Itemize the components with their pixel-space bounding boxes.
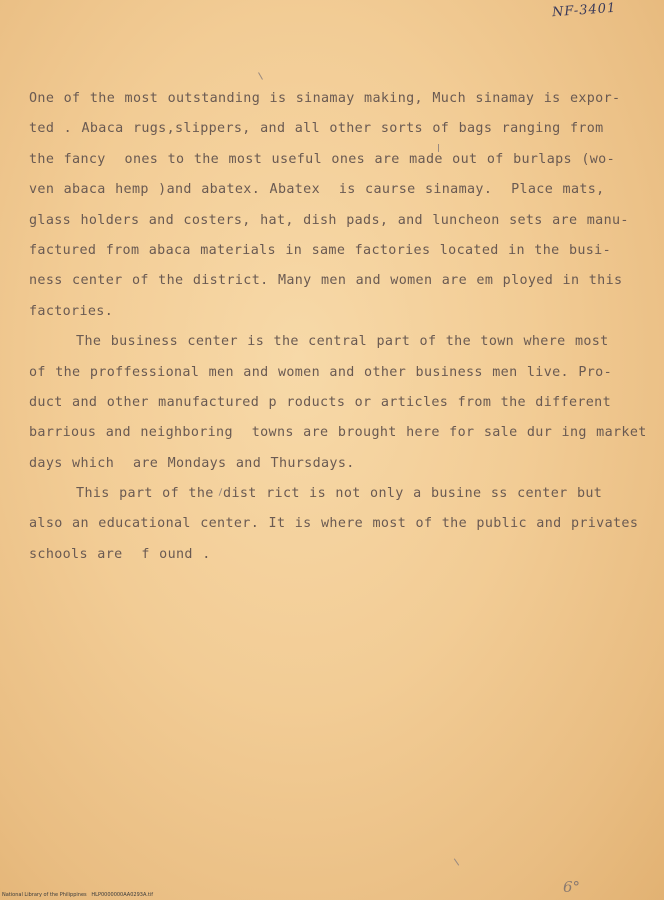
text-line: of the proffessional men and women and other business men live. Pro- (29, 364, 613, 380)
handwritten-page-mark: 6° (563, 878, 581, 896)
catalog-stamp: NF-3401 (551, 0, 617, 21)
margin-tick (258, 72, 263, 79)
text-line: duct and other manufactured p roducts or articles from the different (29, 394, 612, 410)
text-line: This part of the dist rict is not only a busine ss center but (29, 486, 603, 502)
text-line: factories. (29, 303, 114, 319)
archive-footer: National Library of the Philippines HLP0000000AA0293A.tif (2, 892, 153, 898)
text-line: barrious and neighboring towns are brought here for sale dur ing market (29, 425, 647, 441)
margin-tick (454, 858, 459, 865)
text-line: factured from abaca materials in same factories located in the busi- (29, 242, 612, 258)
text-line: The business center is the central part of the town where most (29, 334, 609, 350)
text-line: glass holders and costers, hat, dish pads, and luncheon sets are manu- (29, 212, 629, 228)
text-line: One of the most outstanding is sinamay making, Much sinamay is expor- (29, 91, 621, 106)
text-line: schools are f ound . (29, 546, 211, 562)
text-line: ted . Abaca rugs,slippers, and all other sorts of bags ranging from (29, 121, 604, 137)
text-line: days which are Mondays and Thursdays. (29, 455, 355, 471)
text-line: ven abaca hemp )and abatex. Abatex is caurse sinamay. Place mats, (29, 182, 605, 198)
typed-body-text (29, 84, 654, 570)
text-line: also an educational center. It is where most of the public and privates (29, 516, 639, 532)
text-line: the fancy ones to the most useful ones are made out of burlaps (wo- (29, 151, 616, 167)
text-line: ness center of the district. Many men and women are em ployed in this (29, 273, 623, 289)
